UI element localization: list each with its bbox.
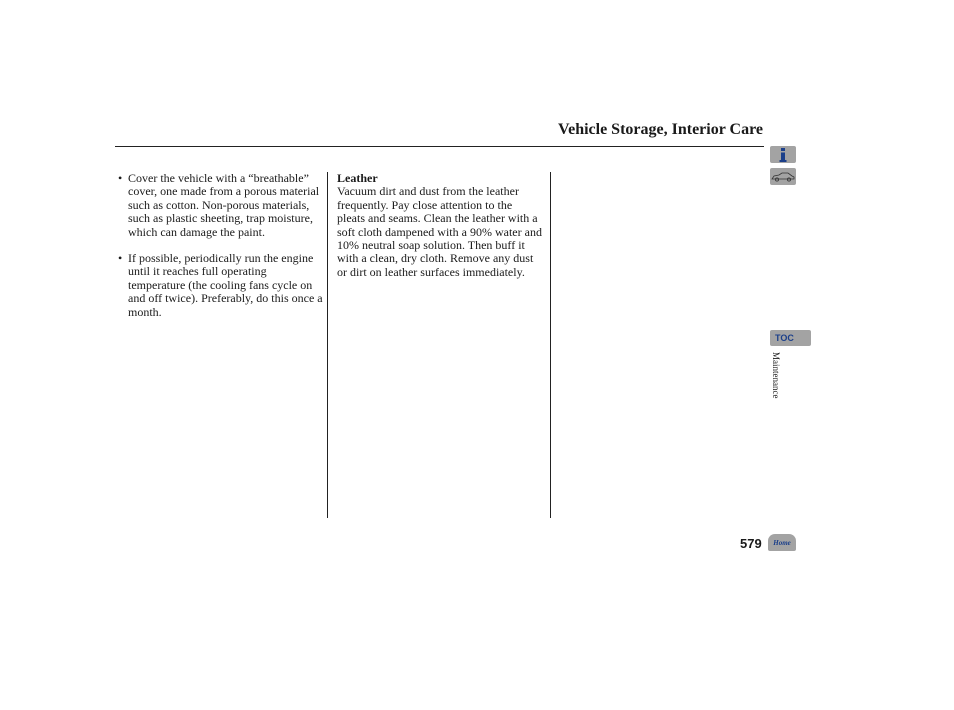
car-icon	[771, 172, 795, 182]
home-button[interactable]	[768, 534, 796, 551]
bullet-text: If possible, periodically run the engine until it reaches full operating temperature (the cooling fans cycle on and off twice). Preferably, do this once a month.	[128, 251, 323, 319]
bullet-icon: •	[118, 171, 123, 185]
section-tab-label: Maintenance	[771, 352, 781, 399]
page-title: Vehicle Storage, Interior Care	[558, 121, 763, 138]
home-label: Home	[773, 538, 791, 547]
info-tab-button[interactable]	[770, 146, 796, 163]
column-divider	[327, 172, 328, 518]
bullet-icon: •	[118, 251, 123, 266]
list-item	[118, 252, 323, 319]
info-icon	[778, 148, 788, 162]
header-rule	[115, 146, 764, 147]
column-divider	[550, 172, 551, 518]
section-heading: Leather	[337, 171, 378, 185]
list-item	[118, 172, 323, 239]
column-left	[118, 172, 323, 332]
toc-button[interactable]: TOC	[770, 330, 811, 346]
column-middle	[337, 172, 542, 279]
bullet-text: Cover the vehicle with a “breathable” cover, one made from a porous material such as cotton. Non-porous materials, such as plastic sheeting, trap moisture, which can damage the paint.	[128, 171, 320, 239]
vehicle-tab-button[interactable]	[770, 168, 796, 185]
section-body: Vacuum dirt and dust from the leather frequently. Pay close attention to the pleats and seams. Clean the leather with a soft cloth dampened with a 90% water and 10% neutral soap solution. Then buff it with a clean, dry cloth. Remove any dust or dirt on leather surfaces immediately.	[337, 184, 542, 279]
page-number: 579	[740, 536, 762, 551]
